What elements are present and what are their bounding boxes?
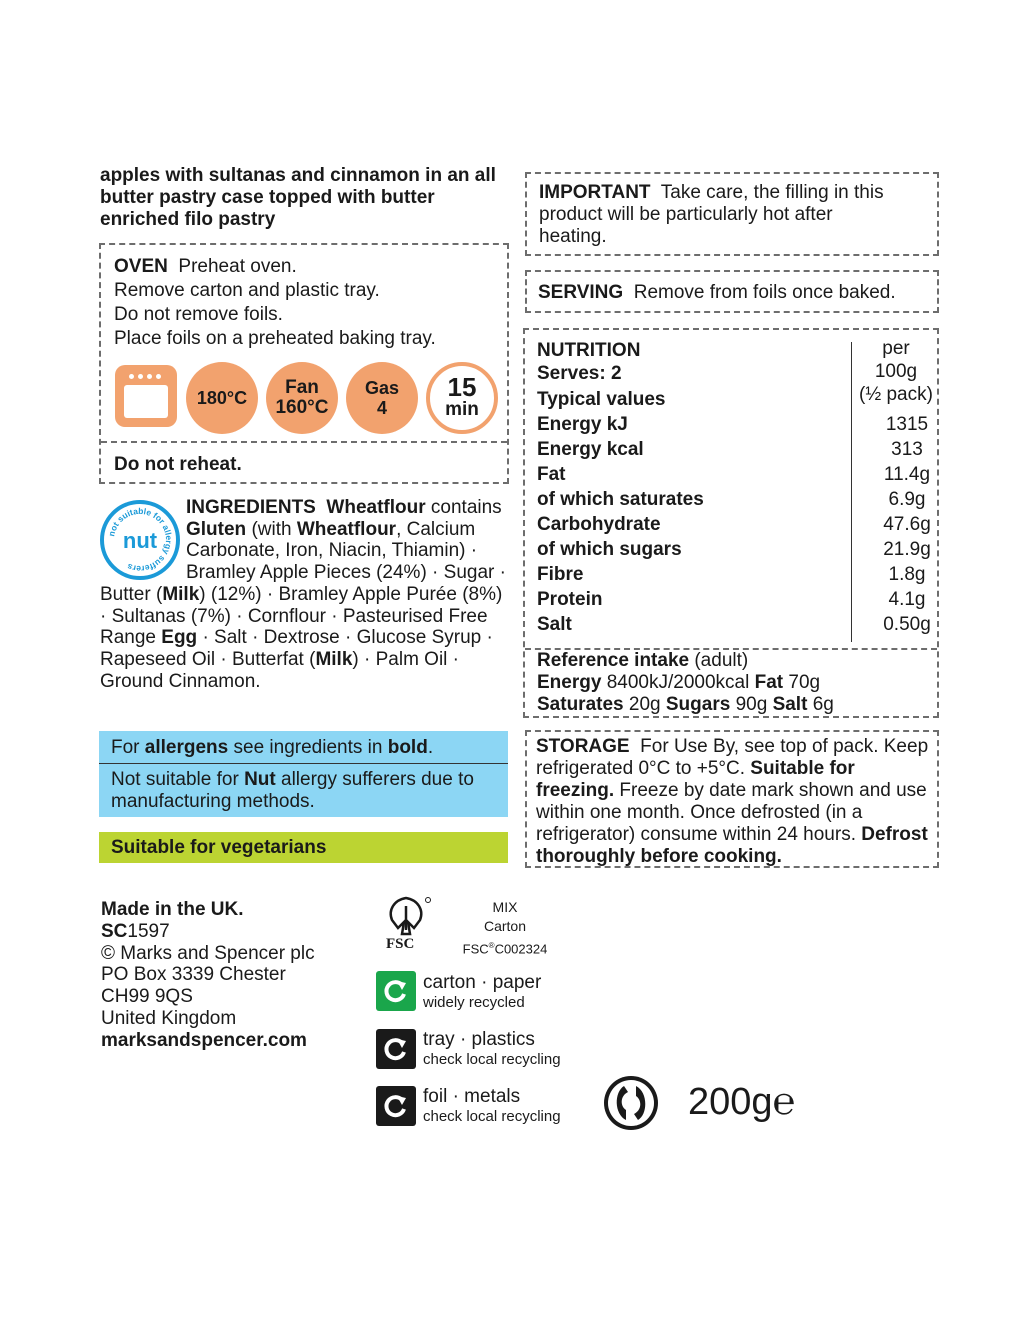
fsc-logo-icon [378, 894, 434, 954]
ingredient-segment: Wheatflour [296, 518, 397, 540]
serving-heading: SERVING [538, 282, 624, 303]
fsc-logo-text: FSC [386, 936, 415, 952]
nutrition-row [537, 564, 927, 586]
estimated-sign: ℮ [772, 1081, 796, 1123]
ingredients-heading: INGREDIENTS [186, 497, 316, 518]
recycle-check-local-icon-foil [376, 1086, 416, 1126]
nutrition-row [537, 539, 931, 561]
nutrition-row [537, 489, 927, 511]
oven-line-1: Preheat oven. [178, 256, 297, 277]
ingredient-segment: Wheatflour [326, 497, 426, 518]
ingredient-segment: Milk [315, 648, 353, 670]
cook-time-unit: min [445, 399, 479, 420]
gas-label: Gas [364, 378, 400, 398]
nutrition-value: 1.8g [888, 564, 926, 585]
nutrition-value: 0.50g [883, 614, 931, 635]
reference-intake: Reference intake (adult) Energy 8400kJ/2000kcal Fat 70g Saturates 20g Sugars 90g Salt 6g [537, 650, 834, 715]
nutrition-value: 313 [891, 439, 923, 460]
nut-badge-ring-text: not suitable for allergy sufferers [106, 505, 175, 575]
nutrition-label: Energy kcal [537, 439, 644, 460]
fan-label: Fan [285, 377, 319, 398]
nutrition-label: Fibre [537, 564, 584, 585]
oven-line-4: Place foils on a preheated baking tray. [114, 328, 436, 349]
nutrition-label: Carbohydrate [537, 514, 661, 535]
cook-time-circle [426, 362, 498, 434]
storage-text: STORAGE For Use By, see top of pack. Keep refrigerated 0°C to +5°C. Suitable for freezing. Freeze by date mark shown and use within one month. Once defrosted (in a refrigerator) consume within 24 hours. Defrost thoroughly before cooking. [536, 736, 929, 867]
nutrition-row [537, 614, 931, 636]
allergen-line-2: Not suitable for Nut allergy sufferers due to manufacturing methods. [111, 769, 474, 812]
fan-temp: 160°C [275, 397, 329, 418]
nutrition-label: of which sugars [537, 539, 682, 560]
serving-box [525, 270, 939, 313]
ingredient-segment: ) (12%) · Bramley Apple Purée (8%) · Sultanas (7%) · Cornflour · Pasteurised Free Range [100, 583, 503, 649]
nutrition-label: of which saturates [537, 489, 704, 510]
storage-box [525, 730, 939, 868]
oven-icon [115, 365, 177, 427]
electric-temp: 180°C [196, 388, 248, 408]
storage-heading: STORAGE [536, 736, 630, 757]
nutrition-typical-values: Typical values [537, 389, 666, 410]
nutrition-label: Salt [537, 614, 572, 635]
gas-mark: 4 [376, 398, 387, 418]
nutrition-row [537, 514, 931, 536]
important-box [525, 172, 939, 256]
manufacturer-address: Made in the UK. SC1597 © Marks and Spencer plc PO Box 3339 Chester CH99 9QS United Kingdom marksandspencer.com [101, 899, 315, 1051]
ingredient-segment: contains [425, 497, 502, 518]
nutrition-value: 47.6g [883, 514, 931, 535]
oven-heading: OVEN [114, 256, 168, 277]
nutrition-row [537, 464, 931, 486]
nutrition-value: 11.4g [883, 464, 931, 485]
recycle-row-carton: carton · paper widely recycled [423, 972, 542, 1011]
oven-text [114, 255, 436, 351]
allergen-divider [99, 763, 508, 764]
recycle-row-tray: tray · plastics check local recycling [423, 1029, 561, 1068]
nutrition-table [523, 328, 939, 718]
nutrition-value: 6.9g [888, 489, 926, 510]
ingredient-segment: Egg [161, 627, 198, 649]
nutrition-row [537, 589, 927, 611]
ingredient-segment: ) · Palm Oil · Ground Cinnamon. [100, 648, 459, 692]
nutrition-label: Energy kJ [537, 414, 628, 435]
ingredient-segment: , Calcium Carbonate, Iron, Niacin, Thiamin) · Bramley Apple Pieces (24%) · Sugar · Butter ( [100, 518, 506, 605]
product-description: apples with sultanas and cinnamon in an all butter pastry case topped with butter enriched filo pastry [100, 165, 496, 230]
recycle-widely-icon [376, 971, 416, 1011]
net-weight: 200g℮ [688, 1081, 796, 1123]
serving-text: SERVING Remove from foils once baked. [538, 282, 896, 303]
nut-allergy-badge [100, 500, 180, 580]
nutrition-value: 4.1g [888, 589, 926, 610]
recycle-check-local-icon-tray [376, 1029, 416, 1069]
green-dot-icon [602, 1074, 660, 1132]
nutrition-label: Protein [537, 589, 603, 610]
important-text: IMPORTANT Take care, the filling in this product will be particularly hot after heating. [539, 182, 884, 247]
oven-line-2: Remove carton and plastic tray. [114, 280, 380, 301]
nutrition-row [537, 439, 927, 461]
reheat-note: Do not reheat. [114, 454, 242, 475]
oven-divider [101, 441, 507, 443]
vegetarian-label: Suitable for vegetarians [111, 837, 327, 858]
oven-line-3: Do not remove foils. [114, 304, 283, 325]
ingredient-segment: (with [246, 518, 297, 540]
cook-time-value: 15 [447, 372, 477, 402]
nutrition-value: 1315 [885, 414, 929, 435]
fan-temp-circle [266, 362, 338, 434]
fsc-label: MIX Carton FSC®C002324 [462, 899, 548, 957]
recycle-row-foil: foil · metals check local recycling [423, 1086, 561, 1125]
nutrition-value: 21.9g [883, 539, 931, 560]
ingredient-segment: Gluten [186, 518, 247, 540]
oven-instructions-box [99, 243, 509, 484]
allergen-info-box [99, 731, 508, 817]
nutrition-label: Fat [537, 464, 566, 485]
allergen-line-1: For allergens see ingredients in bold. [111, 737, 434, 758]
vegetarian-banner [99, 832, 508, 863]
ingredient-segment: Milk [162, 583, 200, 605]
nutrition-heading: NUTRITION [537, 340, 641, 361]
nutrition-serves: Serves: 2 [537, 363, 622, 384]
electric-temp-circle [186, 362, 258, 434]
nutrition-row [537, 414, 927, 436]
nutrition-per-header: per 100g (½ pack) [859, 338, 933, 405]
important-heading: IMPORTANT [539, 182, 651, 203]
ingredient-segment: · Salt · Dextrose · Glucose Syrup · Rapeseed Oil · Butterfat ( [100, 627, 493, 670]
gas-mark-circle [346, 362, 418, 434]
website-link[interactable]: marksandspencer.com [101, 1029, 307, 1051]
nut-badge-main: nut [122, 528, 158, 553]
